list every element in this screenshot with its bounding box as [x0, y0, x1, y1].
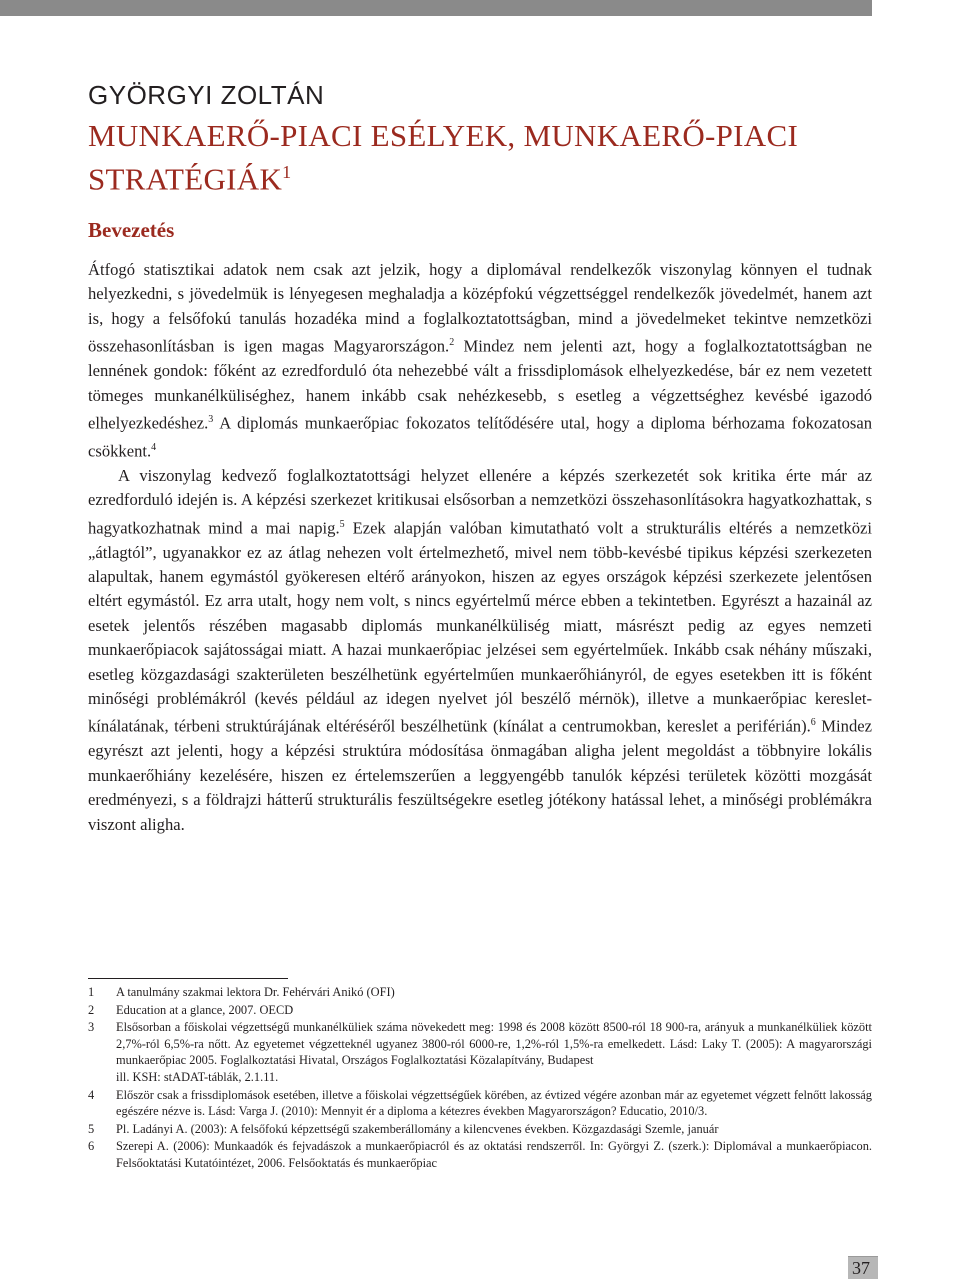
- footnote-item: [88, 1138, 872, 1171]
- paragraph-text: Átfogó statisztikai adatok nem csak azt jelzik, hogy a diplomával rendelkezők viszonylag könnyen el tudnak helyezkedni, s jövedelmük is lényegesen meghaladja a középfokú végzettséggel rendelkezők jövedelmét, hanem azt is, hogy a felsőfokú tanulás hozadéka mind a foglalkoztatottságban, mind a jövedelmeket tekintve nemzetközi összehasonlításban is igen magas Magyarországon.: [88, 260, 872, 356]
- footnote-divider: [88, 978, 288, 979]
- footnote-text: [116, 1121, 872, 1138]
- footnote-text: [116, 1002, 872, 1019]
- paragraph-text: Ezek alapján valóban kimutatható volt a strukturális eltérés a nemzetközi „átlagtól”, ugyanakkor ez az átlag nehezen volt értelmezhető, mivel nem több-kevésbé tipikus képzési szerkezeten alapultak, hanem egymástól gyökeresen eltérő arányokon, hiszen az egyes országok képzési szerkezete jelentősen eltért egymástól. Ez arra utalt, hogy nem volt, s nincs egyértelmű mérce ebben a tekintetben. Egyrészt a hazainál az esetek jelentős részében magasabb diplomás munkanélküliség miatt, másrészt pedig az egyes nemzeti munkaerőpiacok sajátosságai miatt. A hazai munkaerőpiac jelzései sem egyértelműek. Inkább csak néhány műszaki, esetleg közgazdasági szakterületen beszélhetünk egyértelműen munkaerőhiányról, de egyes esetekben itt is főként minőségi problémákról (kevés például az idegen nyelvet jól beszélő mérnök), illetve a munkaerőpiac kereslet-kínálatának, térbeni struktúrájának eltéréséről beszélhetünk (kínálat a centrumokban, kereslet a periférián).: [88, 518, 872, 736]
- article-title: [88, 118, 878, 197]
- paragraph-text: A viszonylag kedvező foglalkoztatottsági helyzet ellenére a képzés szerkezetét sok kritika érte már az ezredforduló idején is. A képzési szerkezet kritikusai elsősorban a nemzetközi összehasonlításokra hagyatkozhattak, s hagyatkozhatnak mind a mai napig.: [88, 465, 872, 538]
- footnote-number: 5: [88, 1121, 95, 1136]
- article-title-text: MUNKAERŐ-PIACI ESÉLYEK, MUNKAERŐ-PIACI STRATÉGIÁK: [88, 118, 799, 197]
- footnote-line: Szerepi A. (2006): Munkaadók és fejvadászok a munkaerőpiacról és az oktatási rendszerről. In: Györgyi Z. (szerk.): Diplomával a munkaerőpiacon. Felsőoktatási Kutatóintézet, 2006. Felsőoktatás és munkaerőpiac: [116, 1139, 872, 1170]
- paragraph-1: [88, 258, 872, 464]
- paragraph-2: [88, 464, 872, 837]
- footnote-ref[interactable]: 4: [151, 441, 157, 453]
- footnote-line: Education at a glance, 2007. OECD: [116, 1002, 294, 1017]
- footnote-number: 4: [88, 1087, 95, 1102]
- footnote-item: [88, 1121, 872, 1138]
- body-text: [88, 258, 872, 837]
- footnote-ref[interactable]: 2: [449, 337, 455, 349]
- footnote-line: Először csak a frissdiplomások esetében, illetve a főiskolai végzettségűek körében, az évtized végére azonban már az egyetemet végzett felnőtt lakosság egészére nézve is. Lásd: Varga J. (2010): Mennyit ér a diploma a kétezres években Magyarországon? Educatio, 2010/3.: [116, 1087, 872, 1119]
- footnote-text: [116, 1087, 872, 1120]
- footnotes: [88, 984, 872, 1173]
- author-name: GYÖRGYI ZOLTÁN: [88, 80, 325, 110]
- footnote-ref[interactable]: 3: [208, 413, 214, 425]
- footnote-item: [88, 984, 872, 1001]
- footnote-item: [88, 1087, 872, 1120]
- page-number: 37: [852, 1258, 870, 1278]
- section-heading: Bevezetés: [88, 218, 175, 242]
- footnote-item: [88, 1002, 872, 1019]
- paragraph-text: Mindez nem jelenti azt, hogy a foglalkoztatottságban ne lennének gondok: főként az ezredforduló óta nehezebbé vált a frissdiplomások elhelyezkedése, bár ez nem vezetett tömeges munkanélküliséghez, hanem inkább csak nehézkesebb, s esetleg a végzettséghez kevésbé igazodó elhelyezkedéshez.: [88, 336, 873, 433]
- footnote-line: ill. KSH: stADAT-táblák, 2.1.11.: [116, 1069, 279, 1084]
- footnote-number: 3: [88, 1020, 95, 1035]
- paragraph-text: A diplomás munkaerőpiac fokozatos telítődésére utal, hogy a diploma bérhozama fokozatosan csökkent.: [88, 413, 872, 461]
- footnote-ref[interactable]: 5: [339, 518, 345, 530]
- title-footnote-ref[interactable]: 1: [282, 162, 292, 182]
- footnote-item: [88, 1019, 872, 1085]
- footnote-number: 6: [88, 1139, 95, 1154]
- footnote-ref[interactable]: 6: [810, 717, 816, 729]
- header-bar: [0, 0, 872, 16]
- footnote-number: 1: [88, 985, 95, 999]
- footnote-line: Pl. Ladányi A. (2003): A felsőfokú képzettségű szakemberállomány a kilencvenes években. Közgazdasági Szemle, január: [116, 1121, 719, 1136]
- footnote-number: 2: [88, 1002, 95, 1017]
- footnote-text: [116, 984, 872, 1001]
- footnote-line: A tanulmány szakmai lektora Dr. Fehérvári Anikó (OFI): [116, 985, 395, 999]
- footnote-text: [116, 1138, 872, 1171]
- footnote-text: [116, 1019, 872, 1085]
- paragraph-text: Mindez egyrészt azt jelenti, hogy a képzési struktúra módosítása önmagában aligha jelent megoldást a többnyire lokális munkaerőhiány kezelésére, hiszen ez értelemszerűen a leggyengébb tanulók képzési területek közötti mozgását eredményezi, s a földrajzi hátterű strukturális feszültségekre esetleg jótékony hatással lehet, a minőségi problémákra viszont aligha.: [88, 716, 872, 834]
- footnote-line: Elsősorban a főiskolai végzettségű munkanélküliek száma növekedett meg: 1998 és 2008 között 8500-ról 18 900-ra, arányuk a munkanélküliek között 2,7%-ról 6,5%-ra nőtt. Az egyetemet végzetteknél ugyanez 3800-ról 6000-re, 1,2%-ról 1,5%-ra emelkedett. Lásd: Laky T. (2005): A magyarországi munkaerőpiac 2005. Foglalkoztatási Hivatal, Országos Foglalkoztatási Közalapítvány, Budapest: [116, 1020, 872, 1068]
